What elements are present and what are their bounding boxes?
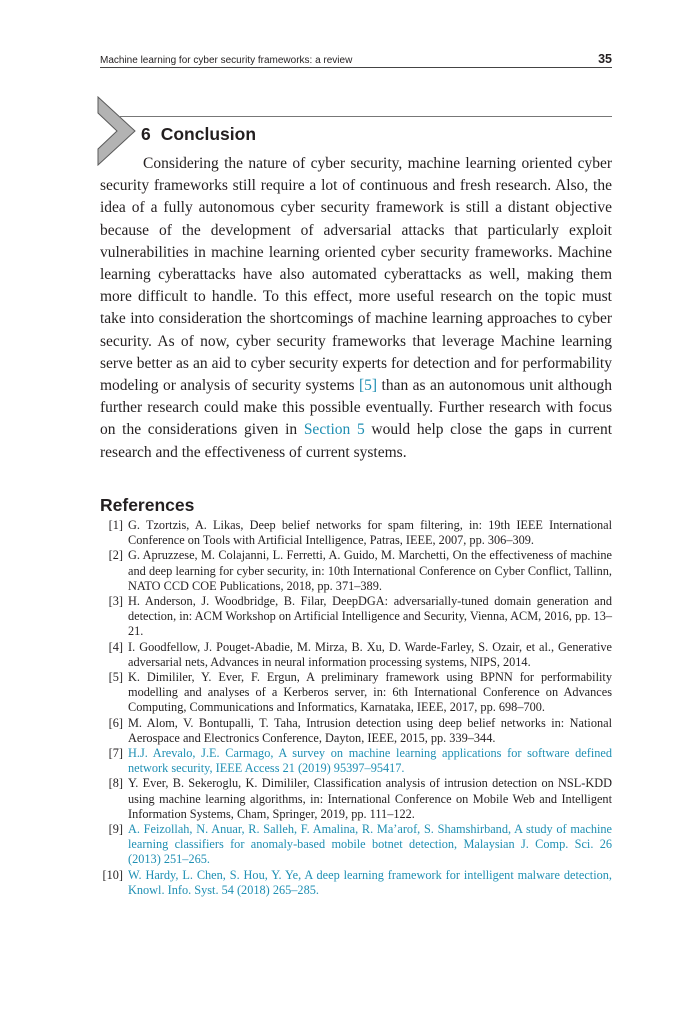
reference-number: [6] xyxy=(108,715,123,730)
section-number: 6 xyxy=(141,124,151,144)
reference-number: [1] xyxy=(108,518,123,532)
reference-number: [9] xyxy=(108,822,123,837)
running-head xyxy=(100,52,612,66)
reference-number: [2] xyxy=(108,548,123,563)
reference-item xyxy=(100,594,612,640)
reference-text[interactable]: H.J. Arevalo, J.E. Carmago, A survey on machine learning applications for software defined network security, IEEE Access 21 (2019) 95397–95417. xyxy=(128,746,612,776)
reference-number: [8] xyxy=(108,776,123,791)
reference-number: [10] xyxy=(102,867,123,882)
reference-item xyxy=(100,716,612,746)
page-number: 35 xyxy=(598,52,612,66)
section-5-link[interactable]: Section 5 xyxy=(303,421,365,439)
reference-text[interactable]: W. Hardy, L. Chen, S. Hou, Y. Ye, A deep learning framework for intelligent malware detection, Knowl. Info. Syst. 54 (2018) 265–285. xyxy=(128,867,612,897)
paragraph-text: Considering the nature of cyber security, machine learning oriented cyber security frameworks still require a lot of continuous and fresh research. Also, the idea of a fully autonomous cyber security framework is still a distant objective because of the development of adversarial attacks that particularly exploit vulnerabilities in machine learning oriented cyber security frameworks. Machine learning cyberattacks have also automated cyberattacks as well, making them more difficult to handle. To this effect, more useful research on the topic must take into consideration the shortcomings of machine learning approaches to cyber security. As of now, cyber security frameworks that leverage Machine learning serve better as an aid to cyber security experts for detection and for performability modeling or analysis of security systems xyxy=(100,155,612,395)
reference-list xyxy=(100,518,612,898)
reference-text: G. Tzortzis, A. Likas, Deep belief networks for spam filtering, in: 19th IEEE International Conference on Tools with Artificial Intelligence, Patras, IEEE, 2007, pp. 306–309. xyxy=(128,518,612,548)
reference-text: I. Goodfellow, J. Pouget-Abadie, M. Mirza, B. Xu, D. Warde-Farley, S. Ozair, et al., Generative adversarial nets, Advances in neural information processing systems, NIPS, 2014. xyxy=(128,639,612,669)
reference-number: [5] xyxy=(108,670,123,685)
reference-item[interactable] xyxy=(100,868,612,898)
reference-text: H. Anderson, J. Woodbridge, B. Filar, DeepDGA: adversarially-tuned domain generation and detection, in: ACM Workshop on Artificial Intelligence and Security, Vienna, ACM, 2016, pp. 13–21. xyxy=(128,594,612,639)
paragraph-text: than as an autonomous unit although further research could make this possible eventually. Further research with focus on the considerations given in xyxy=(100,377,612,439)
reference-number: [4] xyxy=(108,639,123,654)
reference-number: [3] xyxy=(108,594,123,609)
reference-text: K. Dimililer, Y. Ever, F. Ergun, A preliminary framework using BPNN for performability modelling and analyses of a Kerberos server, in: 6th International Conference on Advances Computing, Communications and Informatics, Karnataka, IEEE, 2017, pp. 698–700. xyxy=(128,670,612,715)
reference-item xyxy=(100,518,612,548)
reference-item xyxy=(100,640,612,670)
running-title: Machine learning for cyber security frameworks: a review xyxy=(100,55,353,66)
reference-item xyxy=(100,670,612,716)
section-rule xyxy=(120,116,612,117)
reference-item[interactable] xyxy=(100,822,612,868)
section-title: Conclusion xyxy=(160,124,257,144)
reference-item xyxy=(100,776,612,822)
reference-text: M. Alom, V. Bontupalli, T. Taha, Intrusion detection using deep belief networks in: National Aerospace and Electronics Conference, Dayton, IEEE, 2015, pp. 339–344. xyxy=(128,715,612,745)
reference-text: Y. Ever, B. Sekeroglu, K. Dimililer, Classification analysis of intrusion detection on NSL-KDD using machine learning algorithms, in: International Conference on Mobile Web and Intelligent Information Systems, Cham, Springer, 2019, pp. 111–122. xyxy=(128,776,612,821)
citation-link-5[interactable]: [5] xyxy=(359,377,378,395)
section-heading xyxy=(141,123,256,145)
reference-item[interactable] xyxy=(100,746,612,776)
reference-text: G. Apruzzese, M. Colajanni, L. Ferretti, A. Guido, M. Marchetti, On the effectiveness of machine and deep learning for cyber security, in: 10th International Conference on Cyber Conflict, Tallinn, NATO CCD COE Publications, 2018, pp. 371–389. xyxy=(128,548,612,593)
reference-number: [7] xyxy=(108,746,123,761)
paragraph-text: would help close the gaps in current research and the effectiveness of current systems. xyxy=(100,421,612,461)
reference-text[interactable]: A. Feizollah, N. Anuar, R. Salleh, F. Amalina, R. Ma’arof, S. Shamshirband, A study of machine learning classifiers for anomaly-based mobile botnet detection, Malaysian J. Comp. Sci. 26 (2013) 251–265. xyxy=(128,822,612,867)
reference-item xyxy=(100,548,612,594)
conclusion-paragraph xyxy=(100,153,612,464)
header-rule xyxy=(100,67,612,68)
references-heading: References xyxy=(100,495,195,515)
